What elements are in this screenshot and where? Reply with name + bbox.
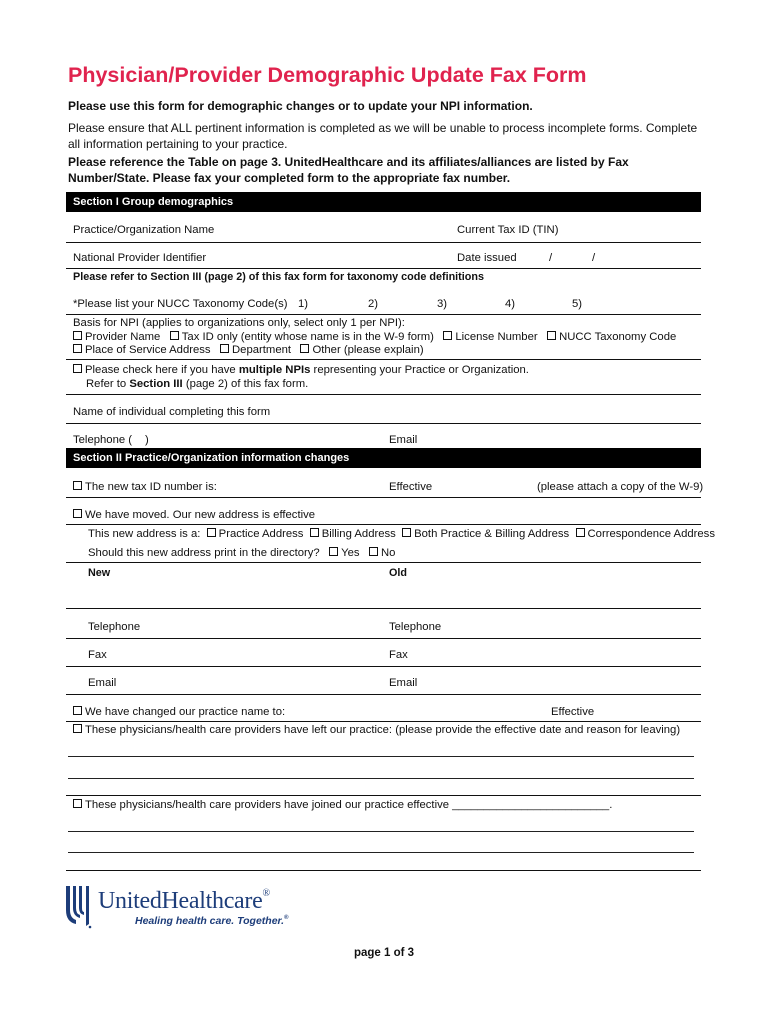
basis-label: Basis for NPI (applies to organizations only, select only 1 per NPI): [73, 317, 405, 329]
divider [66, 359, 701, 360]
option-tax-id: Tax ID only (entity whose name is in the W-9 form) [181, 331, 434, 343]
new-email-label: Email [88, 677, 117, 689]
option-place-of-service: Place of Service Address [85, 344, 211, 356]
section2-header: Section II Practice/Organization information changes [66, 448, 701, 468]
checkbox[interactable] [369, 547, 378, 556]
basis-row-1 [73, 330, 676, 344]
new-tax-id-field[interactable] [66, 497, 701, 498]
taxonomy-note: Please refer to Section III (page 2) of this fax form for taxonomy code definitions [73, 271, 484, 283]
checkbox[interactable] [170, 331, 179, 340]
uhc-logo-name [98, 888, 270, 915]
checkbox[interactable] [73, 724, 82, 733]
telephone-label: Telephone ( [73, 434, 133, 446]
completer-name-field[interactable] [66, 423, 701, 424]
email-label: Email [389, 434, 418, 446]
checkbox[interactable] [73, 706, 82, 715]
date-issued-label: Date issued [457, 252, 517, 264]
old-telephone-label: Telephone [389, 621, 442, 633]
checkbox[interactable] [576, 528, 585, 537]
divider [66, 394, 701, 395]
checkbox[interactable] [547, 331, 556, 340]
effective-label: Effective [389, 481, 433, 493]
new-tax-id-row [73, 480, 217, 494]
npi-label: National Provider Identifier [73, 252, 207, 264]
refer-bold: Section III [129, 378, 183, 390]
registered-mark: ® [262, 888, 270, 899]
intro-instruction: Please use this form for demographic changes or to update your NPI information. [68, 99, 533, 113]
option-other: Other (please explain) [312, 344, 424, 356]
divider [66, 795, 701, 796]
option-both-address: Both Practice & Billing Address [414, 528, 570, 540]
practice-name-label: Practice/Organization Name [73, 224, 215, 236]
moved-label: We have moved. Our new address is effective [85, 509, 316, 521]
taxonomy-num-5: 5) [572, 298, 583, 310]
new-address-label: New [88, 567, 111, 579]
joined-practice-label: These physicians/health care providers have joined our practice effective _________________________. [85, 799, 613, 811]
name-change-field[interactable] [66, 721, 701, 722]
moved-row [73, 508, 315, 522]
checkbox[interactable] [73, 481, 82, 490]
divider [66, 870, 701, 871]
practice-name-field[interactable] [66, 242, 701, 243]
left-practice-row [73, 723, 680, 737]
taxonomy-num-4: 4) [505, 298, 516, 310]
logo-name-text: UnitedHealthcare [98, 888, 263, 914]
taxonomy-num-1: 1) [298, 298, 309, 310]
option-department: Department [232, 344, 292, 356]
new-fax-label: Fax [88, 649, 107, 661]
option-license-number: License Number [455, 331, 538, 343]
multiple-npi-row [73, 363, 529, 377]
old-fax-label: Fax [389, 649, 408, 661]
page-number: page 1 of 3 [353, 947, 415, 959]
date-slash: / [592, 252, 596, 264]
multiple-npi-text-post: representing your Practice or Organization. [310, 364, 529, 376]
old-email-label: Email [389, 677, 418, 689]
left-practice-line[interactable] [68, 756, 694, 757]
old-address-label: Old [389, 567, 407, 579]
uhc-tagline [135, 915, 288, 927]
taxonomy-prompt: *Please list your NUCC Taxonomy Code(s) [73, 298, 288, 310]
checkbox[interactable] [310, 528, 319, 537]
refer-row [86, 377, 308, 391]
checkbox[interactable] [443, 331, 452, 340]
directory-row [88, 546, 395, 560]
checkbox[interactable] [220, 344, 229, 353]
address-type-row [88, 527, 715, 541]
option-no: No [381, 547, 396, 559]
address-field[interactable] [66, 608, 701, 609]
email-field[interactable] [66, 694, 701, 695]
intro-note: Please ensure that ALL pertinent information is completed as we will be unable to process incomplete forms. Complete all information pertaining to your practice. [68, 121, 698, 151]
refer-text: Refer to [86, 378, 130, 390]
fax-field[interactable] [66, 666, 701, 667]
name-change-label: We have changed our practice name to: [85, 706, 286, 718]
telephone-field[interactable] [66, 638, 701, 639]
taxonomy-field[interactable] [66, 314, 701, 315]
w9-note: (please attach a copy of the W-9) [537, 481, 704, 493]
moved-field[interactable] [66, 524, 701, 525]
tagline-text: Healing health care. Together. [135, 915, 284, 927]
date-slash: / [549, 252, 553, 264]
intro-reference: Please reference the Table on page 3. UnitedHealthcare and its affiliates/alliances are listed by Fax Number/State. Please fax your completed form to the appropriate fax number. [68, 155, 629, 185]
joined-practice-line[interactable] [68, 852, 694, 853]
new-telephone-label: Telephone [88, 621, 141, 633]
effective-label-2: Effective [551, 706, 595, 718]
left-practice-label: These physicians/health care providers have left our practice: (please provide the effective date and reason for leaving) [85, 724, 681, 736]
option-nucc-taxonomy: NUCC Taxonomy Code [559, 331, 677, 343]
joined-practice-row [73, 798, 612, 812]
address-type-label: This new address is a: [88, 528, 201, 540]
checkbox[interactable] [73, 799, 82, 808]
multiple-npi-bold: multiple NPIs [238, 364, 311, 376]
new-tax-id-label: The new tax ID number is: [85, 481, 217, 493]
checkbox[interactable] [73, 331, 82, 340]
checkbox[interactable] [207, 528, 216, 537]
taxonomy-num-2: 2) [368, 298, 379, 310]
checkbox[interactable] [329, 547, 338, 556]
directory-label: Should this new address print in the directory? [88, 547, 320, 559]
checkbox[interactable] [402, 528, 411, 537]
basis-row-2 [73, 343, 424, 357]
left-practice-line[interactable] [68, 778, 694, 779]
telephone-paren: ) [145, 434, 149, 446]
option-provider-name: Provider Name [85, 331, 161, 343]
option-yes: Yes [341, 547, 360, 559]
divider [66, 562, 701, 563]
name-change-row [73, 705, 285, 719]
npi-field[interactable] [66, 268, 701, 269]
refer-text-post: (page 2) of this fax form. [182, 378, 309, 390]
option-correspondence-address: Correspondence Address [587, 528, 715, 540]
uhc-logo-icon [64, 884, 94, 930]
multiple-npi-text: Please check here if you have [85, 364, 239, 376]
checkbox[interactable] [73, 364, 82, 373]
option-billing-address: Billing Address [321, 528, 396, 540]
joined-practice-line[interactable] [68, 831, 694, 832]
form-title: Physician/Provider Demographic Update Fax Form [68, 63, 587, 87]
section1-header: Section I Group demographics [66, 192, 701, 212]
checkbox[interactable] [73, 509, 82, 518]
checkbox[interactable] [300, 344, 309, 353]
taxonomy-num-3: 3) [437, 298, 448, 310]
completer-name-label: Name of individual completing this form [73, 406, 271, 418]
option-practice-address: Practice Address [218, 528, 304, 540]
tax-id-label: Current Tax ID (TIN) [457, 224, 559, 236]
checkbox[interactable] [73, 344, 82, 353]
registered-mark: ® [283, 915, 289, 921]
